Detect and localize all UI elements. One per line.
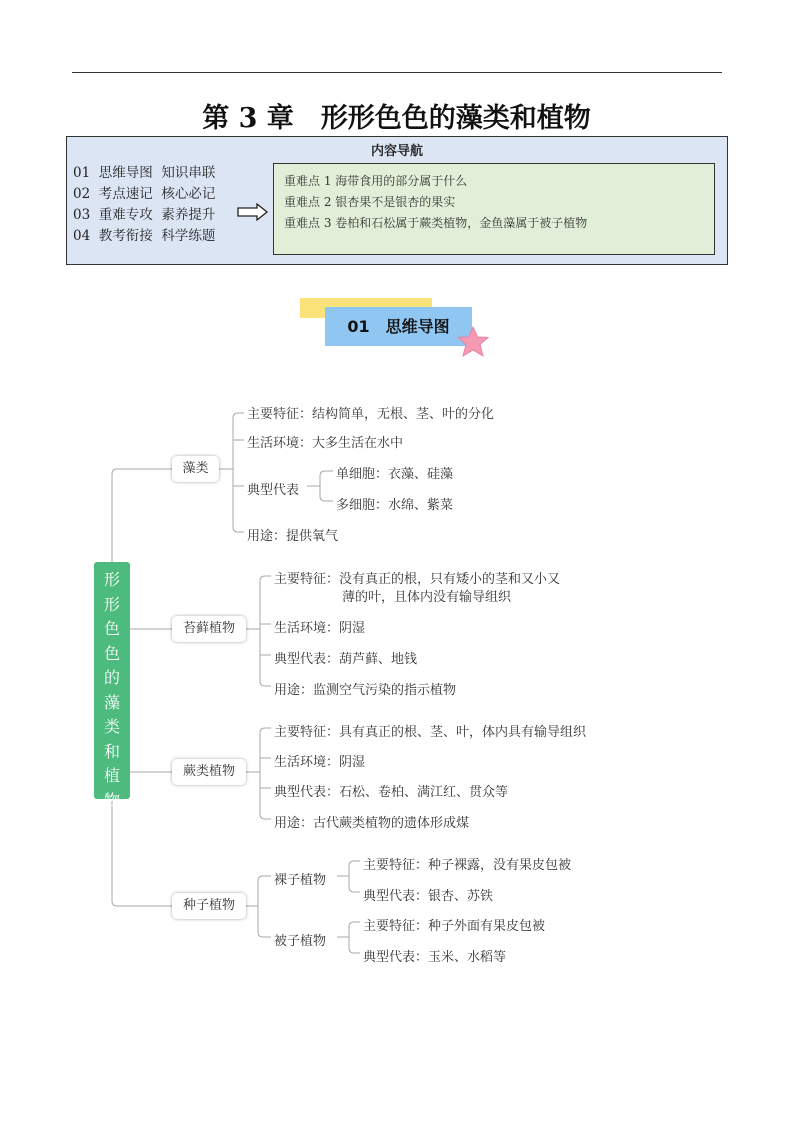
root-char: 形: [103, 570, 120, 589]
root-char: 的: [103, 668, 120, 687]
category-moss: 苔藓植物: [172, 616, 246, 642]
nav-item-keypoints[interactable]: 02 考点速记 核心必记: [73, 186, 216, 202]
gymnosperm-feature: 主要特征：种子裸露，没有果皮包被: [363, 858, 572, 873]
root-char: 类: [103, 717, 120, 736]
nav-title: 内容导航: [370, 144, 423, 159]
algae-feature: 主要特征：结构简单，无根、茎、叶的分化: [247, 407, 495, 422]
algae-unicellular: 单细胞：衣藻、硅藻: [336, 467, 454, 482]
category-fern: 蕨类植物: [172, 759, 246, 785]
moss-feature-continued: 薄的叶，且体内没有输导组织: [342, 590, 512, 605]
angiosperm-representatives: 典型代表：玉米、水稻等: [363, 950, 507, 965]
key-point-1: 重难点 1 海带食用的部分属于什么: [284, 174, 468, 188]
nav-item-practice[interactable]: 04 教考衔接 科学练题: [73, 228, 216, 244]
root-char: 色: [103, 643, 120, 663]
fern-representatives: 典型代表：石松、卷柏、满江红、贯众等: [274, 785, 509, 800]
angiosperm-label: 被子植物: [274, 934, 327, 949]
page-title: 第 3 章 形形色色的藻类和植物: [202, 103, 591, 134]
key-point-3: 重难点 3 卷柏和石松属于蕨类植物，金鱼藻属于被子植物: [284, 216, 588, 230]
nav-item-mindmap[interactable]: 01 思维导图 知识串联: [73, 165, 216, 181]
fern-feature: 主要特征：具有真正的根、茎、叶，体内具有输导组织: [274, 725, 587, 740]
root-char: 植: [103, 766, 120, 785]
section-badge: 01 思维导图: [325, 307, 472, 346]
fern-use: 用途：古代蕨类植物的遗体形成煤: [274, 816, 470, 831]
algae-representatives-label: 典型代表: [247, 483, 300, 498]
category-algae: 藻类: [172, 456, 219, 482]
fern-habitat: 生活环境：阴湿: [274, 755, 366, 770]
root-char: 藻: [103, 692, 120, 712]
algae-use: 用途：提供氧气: [247, 529, 339, 544]
category-seed-plants: 种子植物: [172, 893, 246, 919]
key-point-2: 重难点 2 银杏果不是银杏的果实: [284, 195, 456, 209]
moss-representatives: 典型代表：葫芦藓、地钱: [274, 652, 418, 667]
algae-multicellular: 多细胞：水绵、紫菜: [336, 498, 454, 513]
root-char: 色: [103, 619, 120, 638]
moss-habitat: 生活环境：阴湿: [274, 621, 366, 636]
root-char: 物: [103, 790, 120, 810]
moss-use: 用途：监测空气污染的指示植物: [274, 683, 457, 698]
gymnosperm-label: 裸子植物: [274, 873, 327, 888]
gymnosperm-representatives: 典型代表：银杏、苏铁: [363, 889, 494, 904]
angiosperm-feature: 主要特征：种子外面有果皮包被: [363, 919, 546, 934]
nav-item-difficulties[interactable]: 03 重难专攻 素养提升: [73, 207, 216, 223]
root-char: 和: [103, 741, 120, 761]
root-char: 形: [103, 594, 120, 614]
root-node: [94, 562, 130, 810]
algae-habitat: 生活环境：大多生活在水中: [247, 436, 404, 451]
moss-feature: 主要特征：没有真正的根，只有矮小的茎和又小又: [274, 572, 561, 587]
